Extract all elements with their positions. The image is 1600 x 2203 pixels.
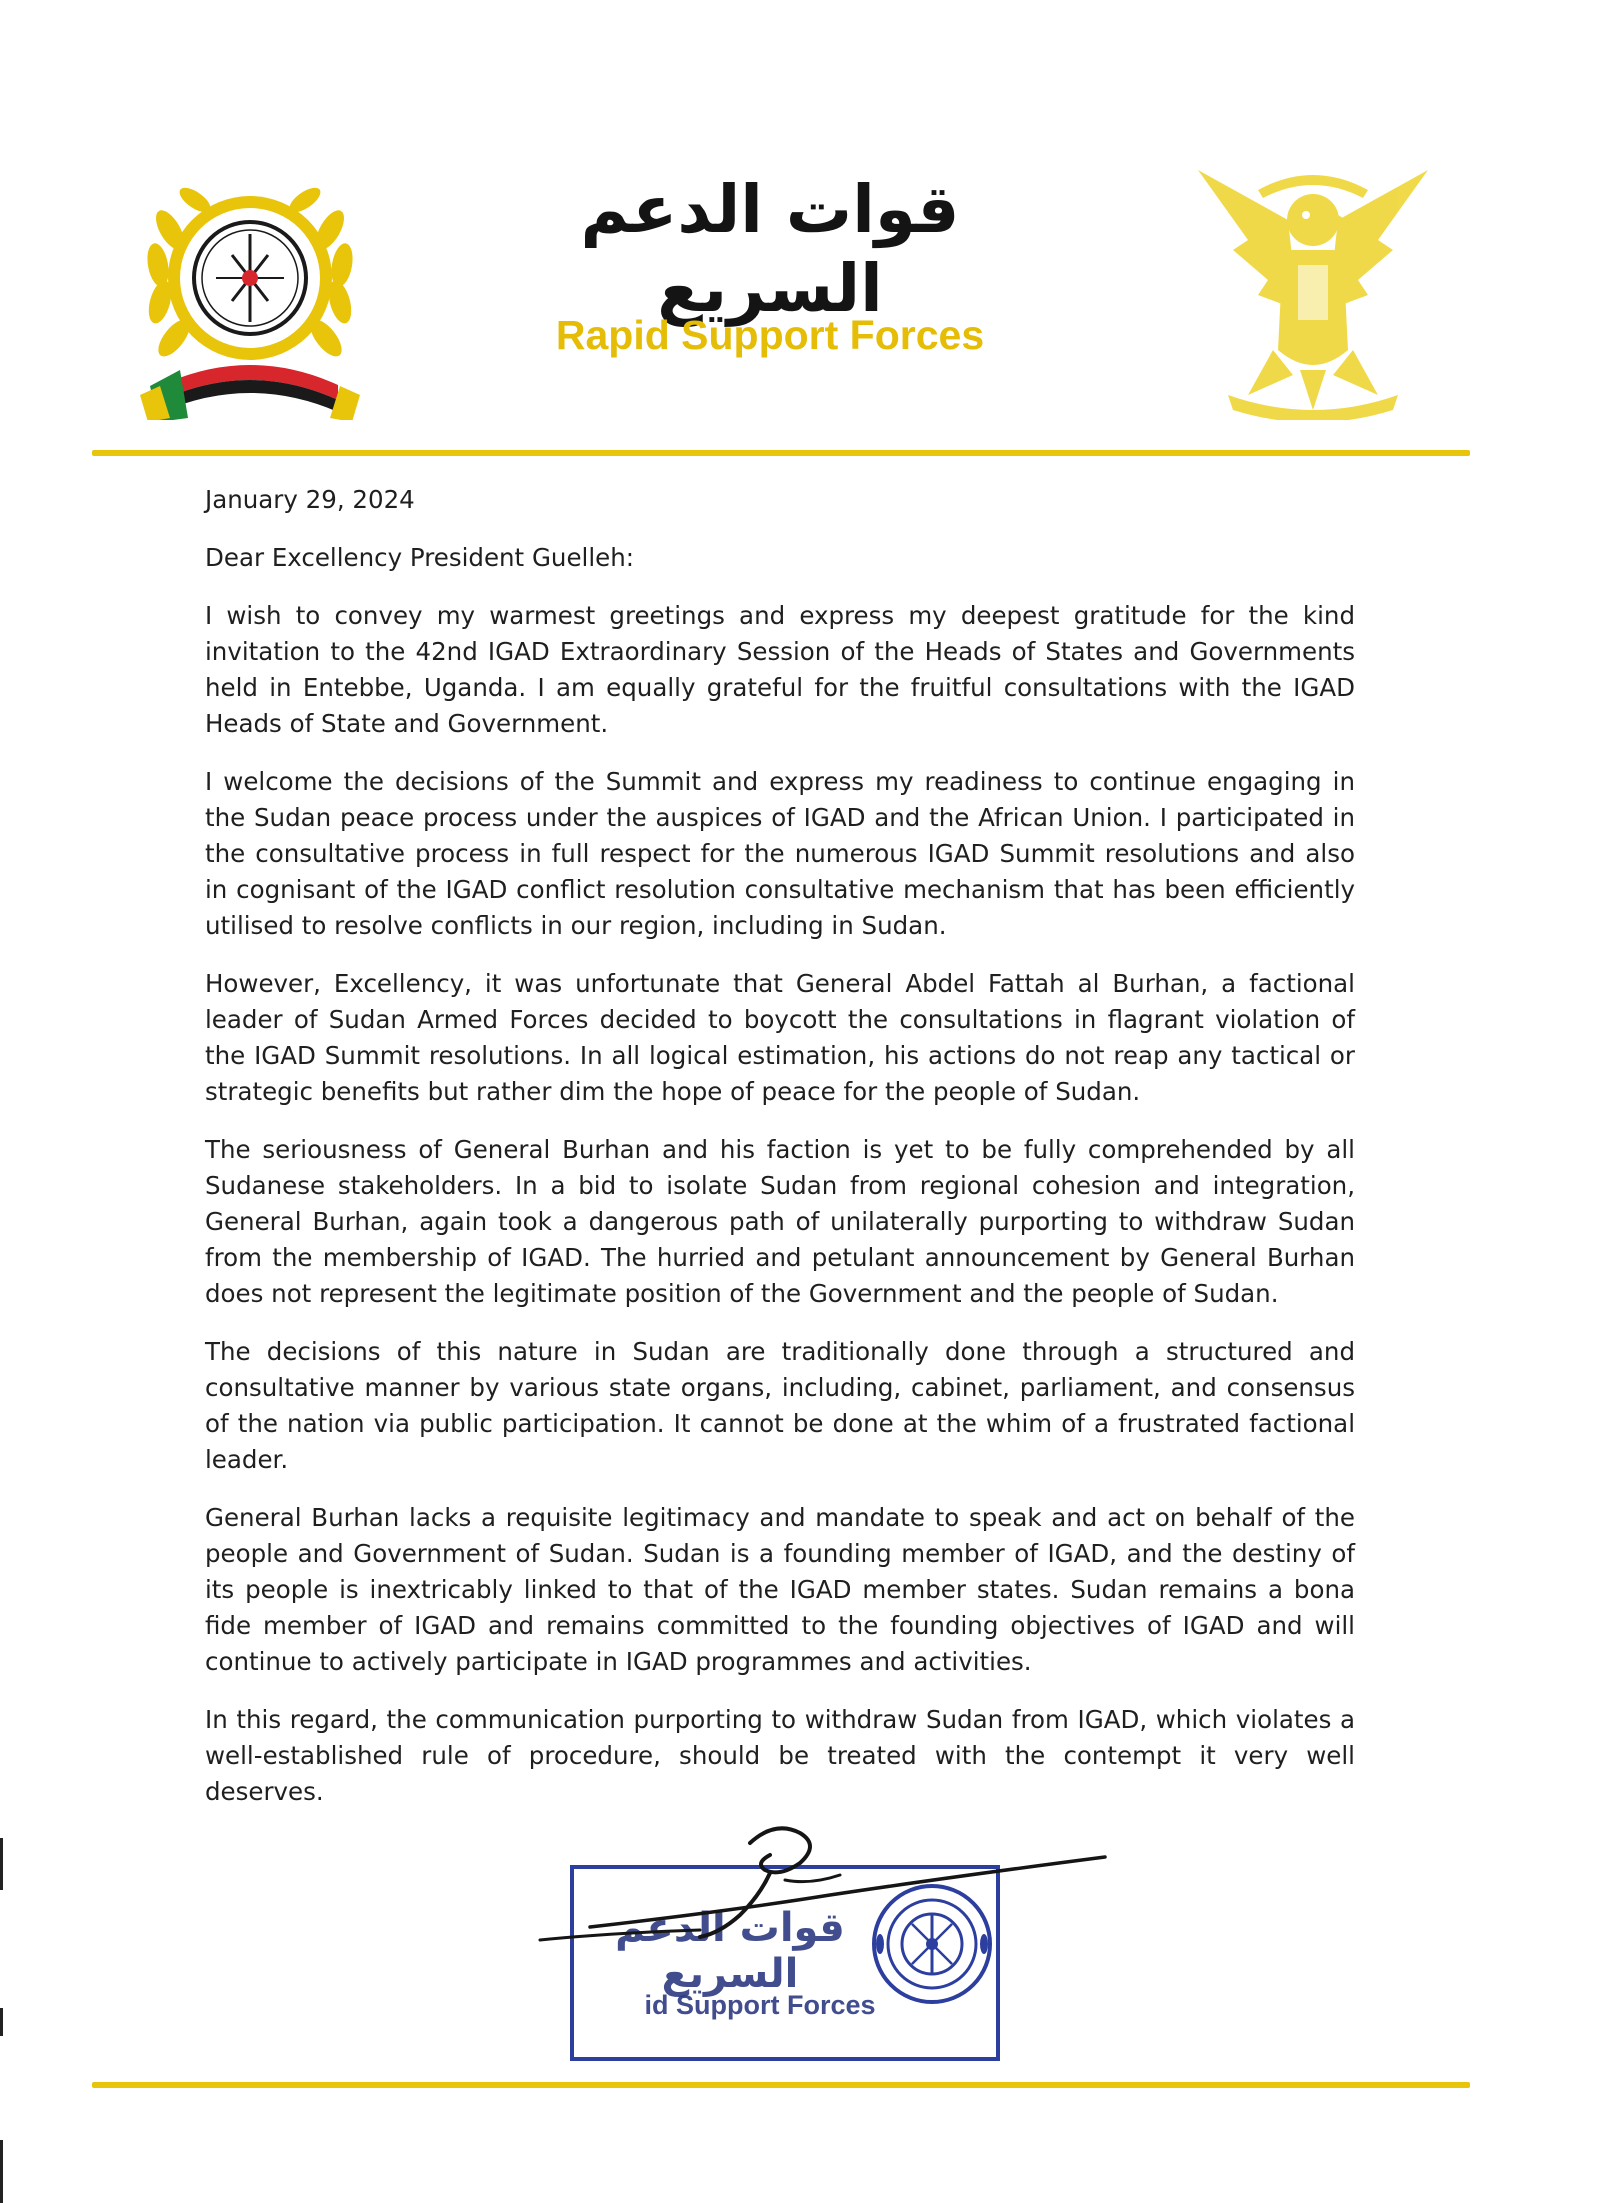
scan-edge-mark <box>0 1838 3 1890</box>
scan-edge-mark <box>0 2008 3 2036</box>
english-title: Rapid Support Forces <box>555 312 985 358</box>
header-divider <box>92 450 1470 456</box>
letter-date: January 29, 2024 <box>205 485 415 514</box>
sudan-eagle-emblem-icon <box>1188 160 1438 420</box>
footer-divider <box>92 2082 1470 2088</box>
letter-paragraph: The seriousness of General Burhan and his faction is yet to be fully comprehended by all Sudanese stakeholders. In a bid to isolate Sudan from regional cohesion and integration, General Burhan, again took a dangerous path of unilaterally purporting to withdraw Sudan from the membership of IGAD. The hurried and petulant announcement by General Burhan does not represent the legitimate position of the Government and the people of Sudan. <box>205 1135 1355 1308</box>
letter-paragraph: I welcome the decisions of the Summit and express my readiness to continue engaging in the Sudan peace process under the auspices of IGAD and the African Union. I participated in the consultative process in full respect for the numerous IGAD Summit resolutions and also in cognisant of the IGAD conflict resolution consultative mechanism that has been efficiently utilised to resolve conflicts in our region, including in Sudan. <box>205 767 1355 940</box>
letter-paragraph: General Burhan lacks a requisite legitimacy and mandate to speak and act on behalf of the people and Government of Sudan. Sudan is a founding member of IGAD, and the destiny of its people is inextricably linked to that of the IGAD member states. Sudan remains a bona fide member of IGAD and remains committed to the founding objectives of IGAD and will continue to actively participate in IGAD programmes and activities. <box>205 1503 1355 1676</box>
rsf-emblem-icon <box>140 160 360 420</box>
letter-body <box>205 482 1355 1832</box>
scan-edge-mark <box>0 2140 3 2203</box>
signature-icon <box>530 1815 1110 1955</box>
arabic-title: قوات الدعم السريع <box>580 171 960 328</box>
stamp-english-text: id Support Forces <box>644 1990 876 2020</box>
stamp-arabic-text: قوات الدعم السريع <box>615 1905 845 1997</box>
letter-salutation: Dear Excellency President Guelleh: <box>205 543 635 572</box>
letter-paragraph: In this regard, the communication purporting to withdraw Sudan from IGAD, which violates a well-established rule of procedure, should be treated with the contempt it very well deserves. <box>205 1705 1355 1806</box>
letter-paragraph: The decisions of this nature in Sudan are traditionally done through a structured and consultative manner by various state organs, including, cabinet, parliament, and consensus of the nation via public participation. It cannot be done at the whim of a frustrated factional leader. <box>205 1337 1355 1474</box>
letter-paragraph: I wish to convey my warmest greetings and express my deepest gratitude for the kind invitation to the 42nd IGAD Extraordinary Session of the Heads of States and Governments held in Entebbe, Uganda. I am equally grateful for the fruitful consultations with the IGAD Heads of State and Government. <box>205 601 1355 738</box>
letter-paragraph: However, Excellency, it was unfortunate that General Abdel Fattah al Burhan, a factional leader of Sudan Armed Forces decided to boycott the consultations in flagrant violation of the IGAD Summit resolutions. In all logical estimation, his actions do not reap any tactical or strategic benefits but rather dim the hope of peace for the people of Sudan. <box>205 969 1355 1106</box>
